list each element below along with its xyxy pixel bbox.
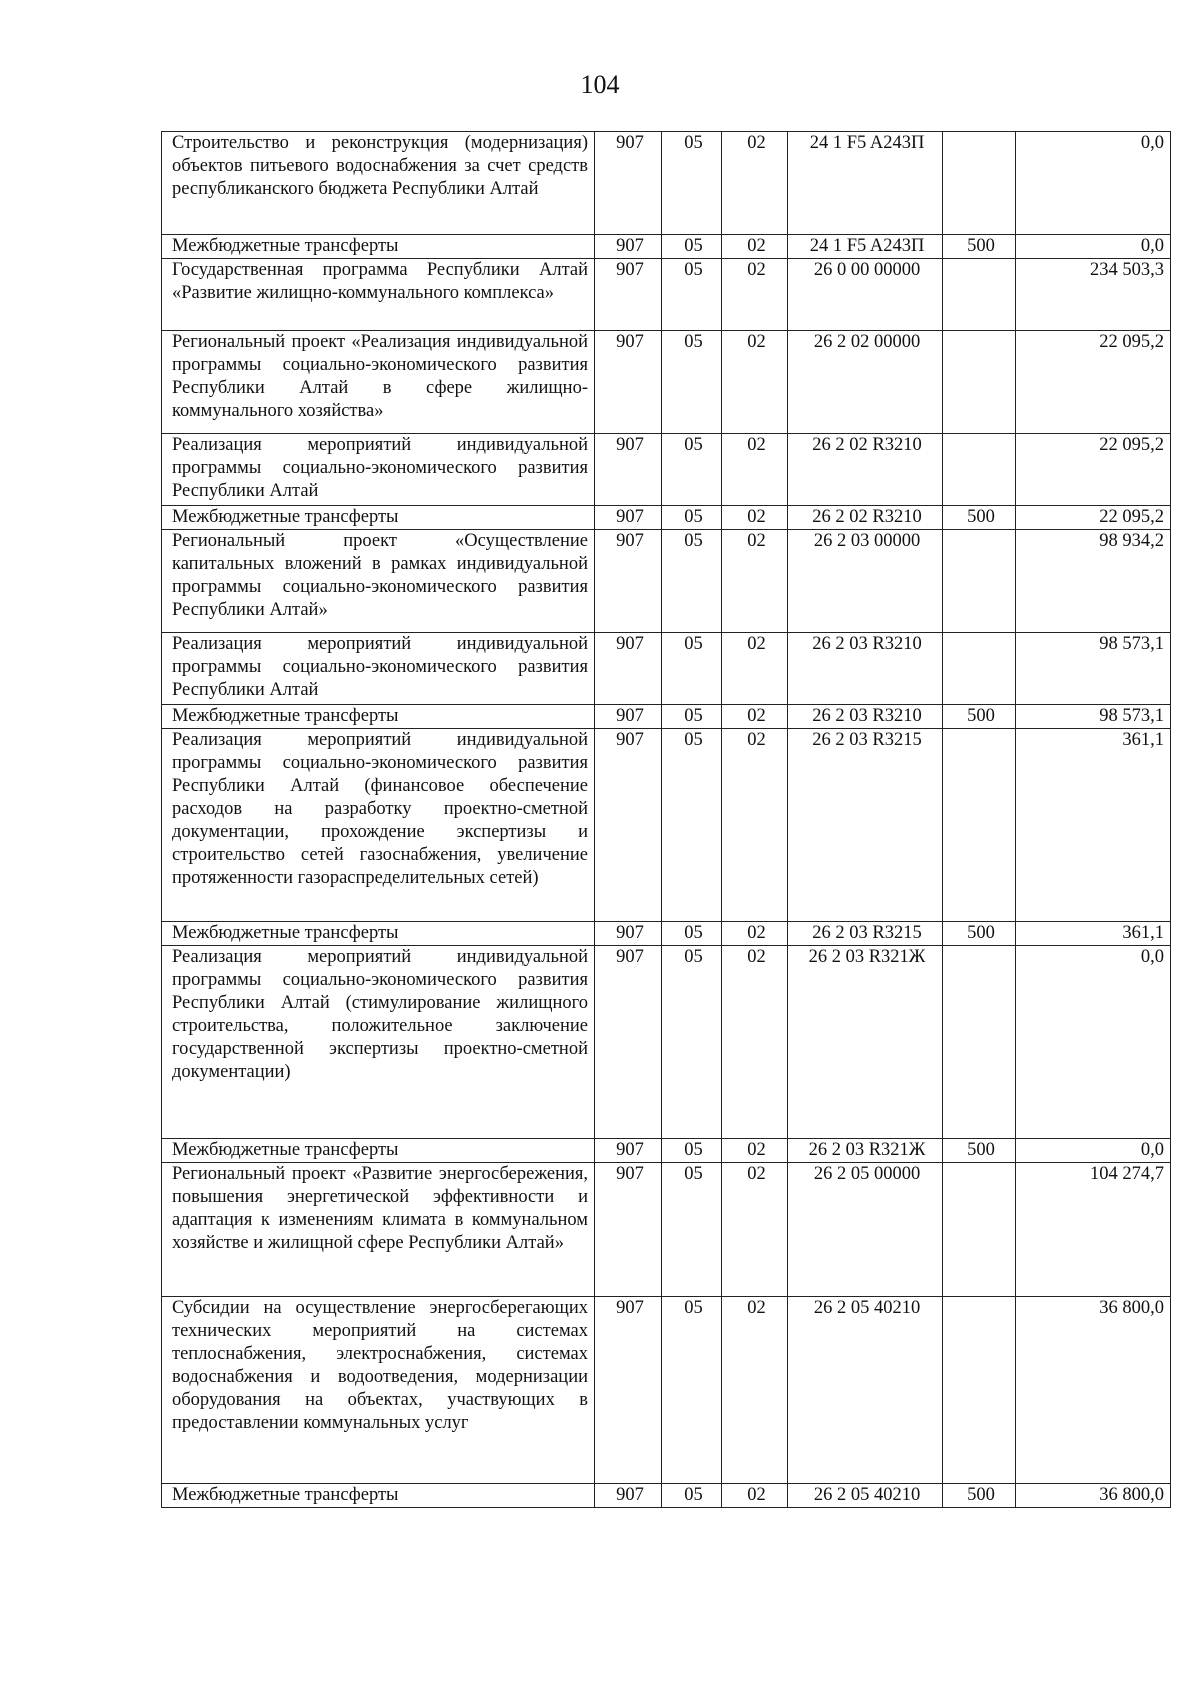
row-ministry-code: 907 — [595, 705, 662, 729]
row-name: Государственная программа Республики Алтай «Развитие жилищно-коммунального комплекса» — [162, 259, 595, 331]
row-amount: 0,0 — [1016, 1139, 1171, 1163]
table-row — [162, 1484, 1171, 1508]
row-subsection-code: 02 — [722, 705, 788, 729]
row-subsection-code: 02 — [722, 633, 788, 705]
table-row — [162, 331, 1171, 434]
row-subsection-code: 02 — [722, 1139, 788, 1163]
row-section-code: 05 — [662, 705, 722, 729]
row-expense-type — [943, 331, 1016, 434]
row-subsection-code: 02 — [722, 1297, 788, 1484]
row-expense-type: 500 — [943, 705, 1016, 729]
row-subsection-code: 02 — [722, 530, 788, 633]
row-target-code: 26 2 02 R3210 — [788, 434, 943, 506]
row-target-code: 26 2 05 40210 — [788, 1484, 943, 1508]
row-target-code: 26 2 03 R321Ж — [788, 946, 943, 1139]
row-subsection-code: 02 — [722, 434, 788, 506]
row-expense-type — [943, 1297, 1016, 1484]
row-section-code: 05 — [662, 132, 722, 235]
row-section-code: 05 — [662, 946, 722, 1139]
row-section-code: 05 — [662, 729, 722, 922]
row-target-code: 26 2 03 R3215 — [788, 729, 943, 922]
row-subsection-code: 02 — [722, 922, 788, 946]
row-target-code: 26 0 00 00000 — [788, 259, 943, 331]
table-row — [162, 235, 1171, 259]
row-target-code: 26 2 05 00000 — [788, 1163, 943, 1297]
table-row — [162, 922, 1171, 946]
row-amount: 0,0 — [1016, 235, 1171, 259]
row-subsection-code: 02 — [722, 729, 788, 922]
row-subsection-code: 02 — [722, 1484, 788, 1508]
row-target-code: 24 1 F5 A243П — [788, 132, 943, 235]
row-expense-type — [943, 434, 1016, 506]
row-subsection-code: 02 — [722, 946, 788, 1139]
row-section-code: 05 — [662, 506, 722, 530]
row-ministry-code: 907 — [595, 729, 662, 922]
row-ministry-code: 907 — [595, 1139, 662, 1163]
table-row — [162, 259, 1171, 331]
budget-table — [161, 131, 1171, 1508]
table-row — [162, 633, 1171, 705]
row-target-code: 26 2 03 R321Ж — [788, 1139, 943, 1163]
table-row — [162, 530, 1171, 633]
row-section-code: 05 — [662, 235, 722, 259]
page-number: 104 — [580, 70, 620, 99]
table-row — [162, 729, 1171, 922]
row-ministry-code: 907 — [595, 530, 662, 633]
table-row — [162, 705, 1171, 729]
row-ministry-code: 907 — [595, 259, 662, 331]
row-subsection-code: 02 — [722, 132, 788, 235]
row-amount: 361,1 — [1016, 729, 1171, 922]
row-name: Строительство и реконструкция (модернизация) объектов питьевого водоснабжения за счет средств республиканского бюджета Республики Алтай — [162, 132, 595, 235]
row-name: Региональный проект «Осуществление капитальных вложений в рамках индивидуальной программы социально-экономического развития Республики Алтай» — [162, 530, 595, 633]
row-expense-type: 500 — [943, 922, 1016, 946]
row-ministry-code: 907 — [595, 132, 662, 235]
row-target-code: 26 2 02 R3210 — [788, 506, 943, 530]
row-amount: 98 573,1 — [1016, 633, 1171, 705]
row-subsection-code: 02 — [722, 331, 788, 434]
table-row — [162, 946, 1171, 1139]
row-target-code: 26 2 02 00000 — [788, 331, 943, 434]
row-name: Межбюджетные трансферты — [162, 235, 595, 259]
row-ministry-code: 907 — [595, 506, 662, 530]
row-section-code: 05 — [662, 922, 722, 946]
row-amount: 22 095,2 — [1016, 506, 1171, 530]
row-subsection-code: 02 — [722, 235, 788, 259]
row-subsection-code: 02 — [722, 259, 788, 331]
table-row — [162, 434, 1171, 506]
table-row — [162, 132, 1171, 235]
row-amount: 36 800,0 — [1016, 1297, 1171, 1484]
row-expense-type: 500 — [943, 1484, 1016, 1508]
row-section-code: 05 — [662, 331, 722, 434]
row-target-code: 26 2 05 40210 — [788, 1297, 943, 1484]
row-expense-type — [943, 729, 1016, 922]
table-row — [162, 1163, 1171, 1297]
row-target-code: 24 1 F5 A243П — [788, 235, 943, 259]
row-target-code: 26 2 03 R3215 — [788, 922, 943, 946]
row-section-code: 05 — [662, 434, 722, 506]
row-name: Межбюджетные трансферты — [162, 506, 595, 530]
row-ministry-code: 907 — [595, 1163, 662, 1297]
row-expense-type: 500 — [943, 506, 1016, 530]
row-section-code: 05 — [662, 530, 722, 633]
row-name: Реализация мероприятий индивидуальной программы социально-экономического развития Республики Алтай (стимулирование жилищного строительства, положительное заключение государственной экспертизы проектно-сметной документации) — [162, 946, 595, 1139]
row-ministry-code: 907 — [595, 235, 662, 259]
row-amount: 36 800,0 — [1016, 1484, 1171, 1508]
table-row — [162, 1139, 1171, 1163]
row-section-code: 05 — [662, 1484, 722, 1508]
row-subsection-code: 02 — [722, 1163, 788, 1297]
row-ministry-code: 907 — [595, 946, 662, 1139]
row-subsection-code: 02 — [722, 506, 788, 530]
row-amount: 234 503,3 — [1016, 259, 1171, 331]
row-expense-type — [943, 633, 1016, 705]
table-row — [162, 1297, 1171, 1484]
row-amount: 22 095,2 — [1016, 331, 1171, 434]
row-ministry-code: 907 — [595, 331, 662, 434]
row-amount: 22 095,2 — [1016, 434, 1171, 506]
row-expense-type — [943, 946, 1016, 1139]
row-amount: 104 274,7 — [1016, 1163, 1171, 1297]
row-ministry-code: 907 — [595, 434, 662, 506]
row-section-code: 05 — [662, 1297, 722, 1484]
row-expense-type: 500 — [943, 1139, 1016, 1163]
row-name: Региональный проект «Реализация индивидуальной программы социально-экономического развития Республики Алтай в сфере жилищно-коммунального хозяйства» — [162, 331, 595, 434]
row-ministry-code: 907 — [595, 1297, 662, 1484]
row-name: Реализация мероприятий индивидуальной программы социально-экономического развития Республики Алтай (финансовое обеспечение расходов на разработку проектно-сметной документации, прохождение экспертизы и строительство сетей газоснабжения, увеличение протяженности газораспределительных сетей) — [162, 729, 595, 922]
row-ministry-code: 907 — [595, 1484, 662, 1508]
table-row — [162, 506, 1171, 530]
row-amount: 98 934,2 — [1016, 530, 1171, 633]
row-target-code: 26 2 03 R3210 — [788, 633, 943, 705]
row-amount: 0,0 — [1016, 132, 1171, 235]
row-name: Межбюджетные трансферты — [162, 1139, 595, 1163]
row-expense-type — [943, 132, 1016, 235]
row-amount: 98 573,1 — [1016, 705, 1171, 729]
row-name: Межбюджетные трансферты — [162, 922, 595, 946]
row-ministry-code: 907 — [595, 633, 662, 705]
row-name: Реализация мероприятий индивидуальной программы социально-экономического развития Республики Алтай — [162, 633, 595, 705]
row-section-code: 05 — [662, 633, 722, 705]
row-name: Региональный проект «Развитие энергосбережения, повышения энергетической эффективности и адаптация к изменениям климата в коммунальном хозяйстве и жилищной сфере Республики Алтай» — [162, 1163, 595, 1297]
row-ministry-code: 907 — [595, 922, 662, 946]
row-expense-type — [943, 530, 1016, 633]
row-name: Субсидии на осуществление энергосберегающих технических мероприятий на системах теплоснабжения, электроснабжения, системах водоснабжения и водоотведения, модернизации оборудования на объектах, участвующих в предоставлении коммунальных услуг — [162, 1297, 595, 1484]
row-amount: 0,0 — [1016, 946, 1171, 1139]
row-name: Межбюджетные трансферты — [162, 1484, 595, 1508]
row-section-code: 05 — [662, 1139, 722, 1163]
row-name: Межбюджетные трансферты — [162, 705, 595, 729]
row-expense-type — [943, 259, 1016, 331]
row-expense-type — [943, 1163, 1016, 1297]
row-section-code: 05 — [662, 1163, 722, 1297]
row-target-code: 26 2 03 R3210 — [788, 705, 943, 729]
row-expense-type: 500 — [943, 235, 1016, 259]
row-target-code: 26 2 03 00000 — [788, 530, 943, 633]
row-amount: 361,1 — [1016, 922, 1171, 946]
row-name: Реализация мероприятий индивидуальной программы социально-экономического развития Республики Алтай — [162, 434, 595, 506]
row-section-code: 05 — [662, 259, 722, 331]
